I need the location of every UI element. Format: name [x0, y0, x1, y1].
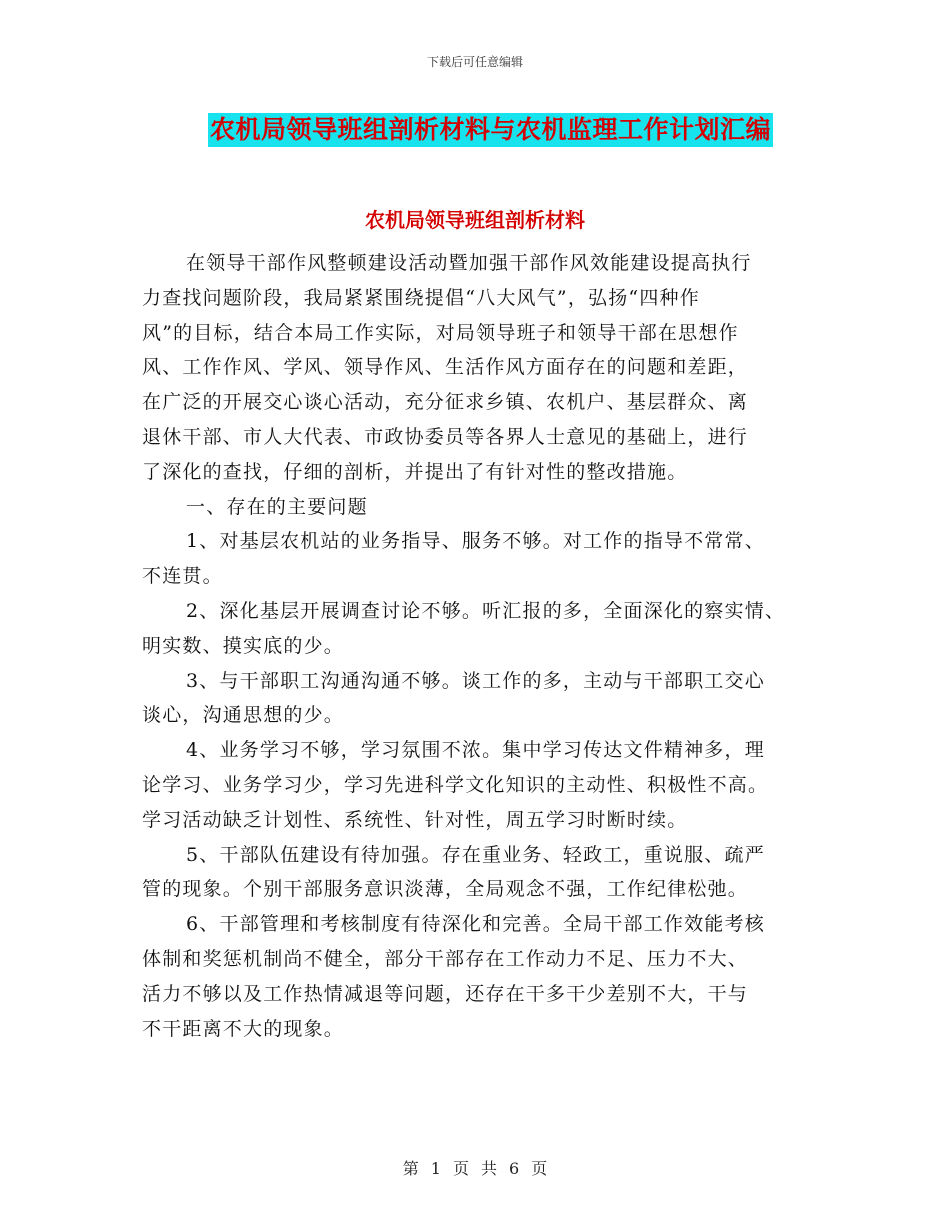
text-line: 2、深化基层开展调查讨论不够。听汇报的多，全面深化的察实情、	[186, 599, 786, 622]
text-line: 4、业务学习不够，学习氛围不浓。集中学习传达文件精神多，理	[186, 739, 765, 762]
page-footer	[0, 1156, 950, 1179]
body-text	[142, 246, 832, 1046]
text-line: 体制和奖惩机制尚不健全，部分干部存在工作动力不足、压力不大、	[142, 947, 749, 970]
footer-total-word: 共	[481, 1159, 498, 1178]
text-line: 活力不够以及工作热情减退等问题，还存在干多干少差别不大，干与	[142, 982, 749, 1005]
text-line: 一、存在的主要问题	[186, 495, 368, 518]
text-line: 5、干部队伍建设有待加强。存在重业务、轻政工，重说服、疏严	[186, 843, 765, 866]
text-line: 力查找问题阶段，我局紧紧围绕提倡“八大风气”，弘扬“四种作	[142, 286, 700, 309]
section-title: 农机局领导班组剖析材料	[365, 208, 585, 232]
text-line: 风、工作作风、学风、领导作风、生活作风方面存在的问题和差距，	[142, 356, 749, 379]
text-line: 管的现象。个别干部服务意识淡薄，全局观念不强，工作纪律松弛。	[142, 878, 749, 901]
footer-page-word: 页	[452, 1159, 469, 1178]
footer-suffix: 页	[531, 1159, 548, 1178]
header-note: 下载后可任意编辑	[426, 55, 523, 69]
text-line: 3、与干部职工沟通沟通不够。谈工作的多，主动与干部职工交心	[186, 669, 765, 692]
footer-total-pages: 6	[509, 1159, 520, 1178]
text-line: 明实数、摸实底的少。	[142, 634, 345, 657]
text-line: 谈心，沟通思想的少。	[142, 704, 345, 727]
text-line: 学习活动缺乏计划性、系统性、针对性，周五学习时断时续。	[142, 808, 688, 831]
text-line: 不连贯。	[142, 565, 223, 588]
text-line: 在广泛的开展交心谈心活动，充分征求乡镇、农机户、基层群众、离	[142, 391, 749, 414]
footer-prefix: 第	[402, 1159, 419, 1178]
text-line: 退休干部、市人大代表、市政协委员等各界人士意见的基础上，进行	[142, 425, 749, 448]
footer-current-page: 1	[430, 1159, 441, 1178]
text-line: 不干距离不大的现象。	[142, 1017, 345, 1040]
text-line: 6、干部管理和考核制度有待深化和完善。全局干部工作效能考核	[186, 913, 765, 936]
text-line: 在领导干部作风整顿建设活动暨加强干部作风效能建设提高执行	[186, 252, 752, 274]
document-title: 农机局领导班组剖析材料与农机监理工作计划汇编	[208, 113, 773, 147]
text-line: 1、对基层农机站的业务指导、服务不够。对工作的指导不常常、	[186, 530, 765, 553]
text-line: 论学习、业务学习少，学习先进科学文化知识的主动性、积极性不高。	[142, 773, 769, 796]
text-line: 了深化的查找，仔细的剖析，并提出了有针对性的整改措施。	[142, 460, 688, 483]
text-line: 风”的目标，结合本局工作实际，对局领导班子和领导干部在思想作	[142, 321, 739, 344]
